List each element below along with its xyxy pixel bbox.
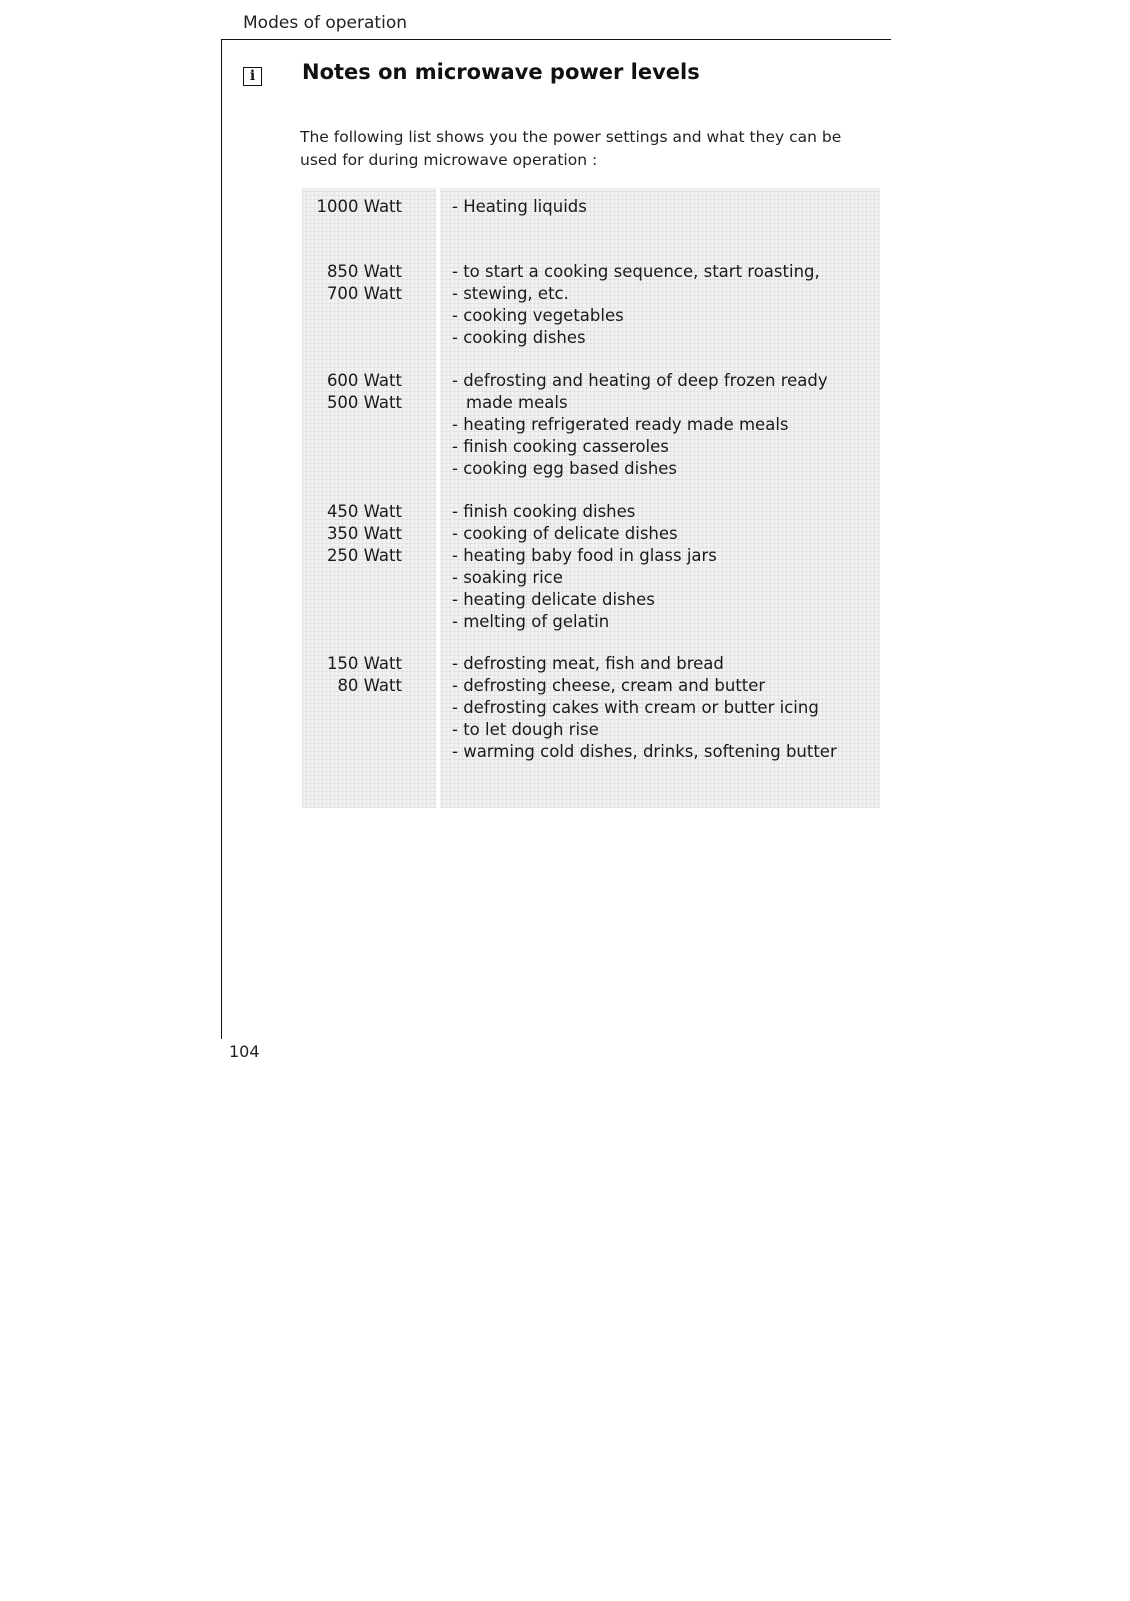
watt-column: [302, 196, 402, 218]
uses-column: [452, 501, 877, 633]
watt-label: 250 Watt: [326, 546, 402, 565]
watt-label: 700 Watt: [326, 284, 402, 303]
intro-paragraph: The following list shows you the power settings and what they can be used for during microwave operation :: [300, 128, 842, 169]
uses-column: [452, 261, 877, 349]
use-item: - cooking vegetables: [452, 306, 624, 325]
page-number: 104: [229, 1042, 260, 1061]
use-item: - warming cold dishes, drinks, softening butter: [452, 742, 837, 761]
header-rule: [221, 39, 891, 40]
info-icon: i: [243, 67, 262, 86]
use-item: - melting of gelatin: [452, 612, 610, 631]
watt-label: 350 Watt: [326, 524, 402, 543]
use-item: - defrosting cheese, cream and butter: [452, 676, 766, 695]
use-item: - cooking of delicate dishes: [452, 524, 678, 543]
watt-label: 150 Watt: [326, 654, 402, 673]
uses-column: [452, 653, 877, 763]
watt-column: [302, 653, 402, 697]
watt-label: 80 Watt: [337, 676, 402, 695]
use-item: - to start a cooking sequence, start roasting,: [452, 262, 820, 281]
use-item: - to let dough rise: [452, 720, 599, 739]
column-divider: [436, 188, 440, 808]
watt-label: 500 Watt: [326, 393, 402, 412]
left-margin-rule: [221, 39, 222, 1039]
use-item: - defrosting meat, fish and bread: [452, 654, 724, 673]
watt-label: 850 Watt: [326, 262, 402, 281]
use-item: - stewing, etc.: [452, 284, 569, 303]
use-item: - finish cooking casseroles: [452, 437, 669, 456]
watt-label: 600 Watt: [326, 371, 402, 390]
use-item: - soaking rice: [452, 568, 563, 587]
watt-column: [302, 501, 402, 567]
use-item: - defrosting cakes with cream or butter icing: [452, 698, 819, 717]
use-item: - heating delicate dishes: [452, 590, 655, 609]
watt-column: [302, 261, 402, 305]
use-item: - cooking dishes: [452, 328, 586, 347]
use-item: - heating refrigerated ready made meals: [452, 415, 789, 434]
watt-label: 1000 Watt: [316, 197, 402, 216]
use-item: - defrosting and heating of deep frozen ready: [452, 371, 828, 390]
use-item-continued: made meals: [466, 393, 568, 412]
use-item: - cooking egg based dishes: [452, 459, 678, 478]
use-item: - finish cooking dishes: [452, 502, 636, 521]
uses-column: [452, 196, 877, 218]
use-item: - heating baby food in glass jars: [452, 546, 717, 565]
power-levels-table: [302, 188, 880, 808]
watt-column: [302, 370, 402, 414]
uses-column: [452, 370, 877, 480]
page-title: Notes on microwave power levels: [302, 60, 700, 84]
section-label: Modes of operation: [243, 13, 407, 33]
use-item: - Heating liquids: [452, 197, 587, 216]
watt-label: 450 Watt: [326, 502, 402, 521]
